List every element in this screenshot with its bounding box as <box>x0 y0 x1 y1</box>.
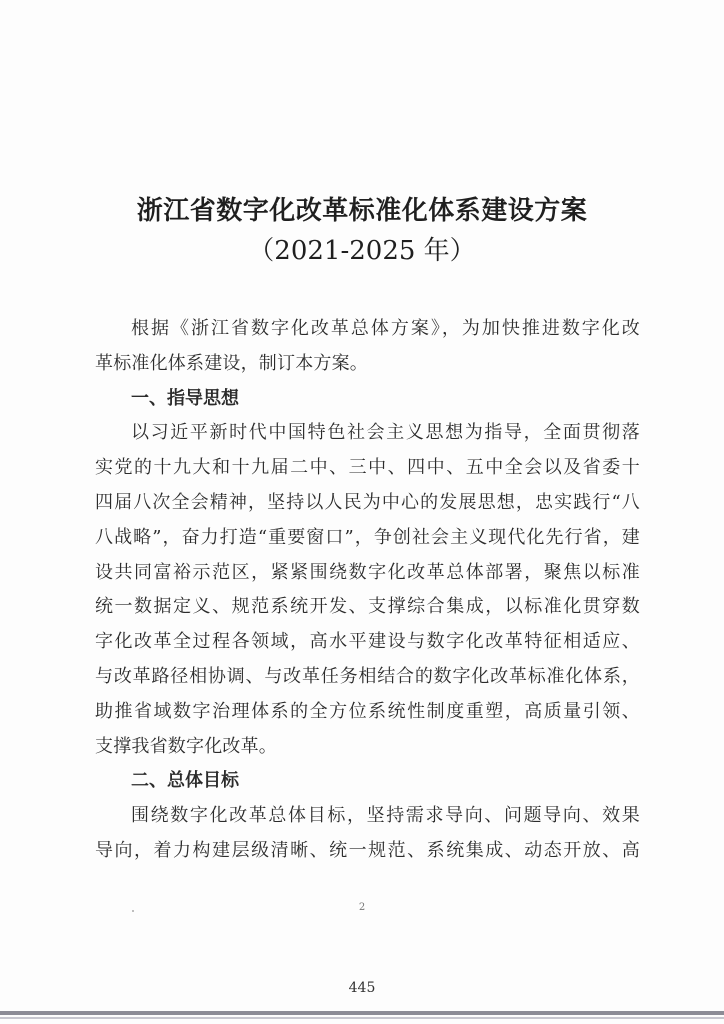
paragraph-line: 助推省域数字治理体系的全方位系统性制度重塑，高质量引领、 <box>95 700 640 722</box>
paragraph-line: 导向，着力构建层级清晰、统一规范、系统集成、动态开放、高 <box>95 839 640 861</box>
paragraph-line: 四届八次全会精神，坚持以人民为中心的发展思想，忠实践行“八 <box>95 491 640 513</box>
intro-line: 革标准化体系建设，制订本方案。 <box>95 352 368 374</box>
paragraph-line: 设共同富裕示范区，紧紧围绕数字化改革总体部署，聚焦以标准 <box>95 561 640 583</box>
paragraph-line: 以习近平新时代中国特色社会主义思想为指导，全面贯彻落 <box>131 422 640 444</box>
inner-page-number: 2 <box>358 902 366 913</box>
footer-page-number: 445 <box>348 980 376 996</box>
paragraph-line: 字化改革全过程各领域，高水平建设与数字化改革特征相适应、 <box>95 631 640 653</box>
document-body <box>95 312 640 869</box>
section-heading-guiding-thought: 一、指导思想 <box>131 387 239 409</box>
bottom-divider-secondary <box>0 1017 724 1019</box>
section-heading-overall-goal: 二、总体目标 <box>131 770 239 792</box>
document-title: 浙江省数字化改革标准化体系建设方案 <box>136 196 588 226</box>
paragraph-line: 八战略”，奋力打造“重要窗口”，争创社会主义现代化先行省，建 <box>95 526 640 548</box>
paragraph-line: 统一数据定义、规范系统开发、支撑综合集成，以标准化贯穿数 <box>95 596 640 618</box>
paragraph-line: 支撑我省数字化改革。 <box>95 735 277 757</box>
document-subtitle: （2021-2025 年） <box>248 236 476 266</box>
paragraph-line: 与改革路径相协调、与改革任务相结合的数字化改革标准化体系， <box>95 665 640 687</box>
paragraph-line: 围绕数字化改革总体目标，坚持需求导向、问题导向、效果 <box>131 805 640 827</box>
intro-line: 根据《浙江省数字化改革总体方案》，为加快推进数字化改 <box>131 318 640 339</box>
paragraph-line: 实党的十九大和十九届二中、三中、四中、五中全会以及省委十 <box>95 457 640 479</box>
bottom-divider <box>0 1011 724 1015</box>
